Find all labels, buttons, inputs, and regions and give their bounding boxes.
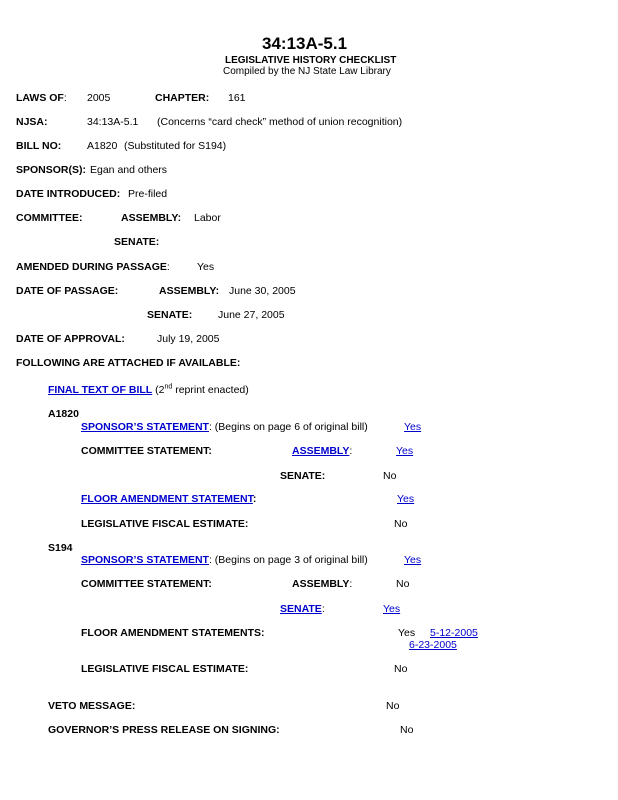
attached-heading: FOLLOWING ARE ATTACHED IF AVAILABLE: [16, 357, 241, 369]
a1820-sponsor-statement-link[interactable]: SPONSOR’S STATEMENT [81, 421, 209, 433]
laws-of-value: 2005 [87, 92, 111, 104]
sponsors-label: SPONSOR(S): [16, 164, 87, 176]
a1820-committee-assembly-yes-link[interactable]: Yes [396, 445, 414, 457]
final-text-row: FINAL TEXT OF BILL (2nd reprint enacted) [48, 383, 249, 396]
date-of-passage-label: DATE OF PASSAGE: [16, 285, 119, 297]
s194-committee-senate-yes-link[interactable]: Yes [383, 603, 401, 615]
veto-message-label: VETO MESSAGE: [48, 700, 136, 712]
njsa-note: (Concerns “card check” method of union recognition) [157, 116, 403, 128]
s194-fiscal-estimate-label: LEGISLATIVE FISCAL ESTIMATE: [81, 663, 249, 675]
sponsors-value: Egan and others [90, 164, 168, 176]
njsa-label: NJSA: [16, 116, 48, 128]
page-title: 34:13A-5.1 [262, 34, 348, 53]
a1820-fiscal-estimate-value: No [394, 518, 408, 530]
amended-label: AMENDED DURING PASSAGE: [16, 261, 170, 273]
final-text-link[interactable]: FINAL TEXT OF BILL [48, 384, 153, 396]
s194-committee-assembly-label: ASSEMBLY: [292, 578, 353, 590]
a1820-floor-amendment-link[interactable]: FLOOR AMENDMENT STATEMENT [81, 493, 253, 505]
passage-assembly-label: ASSEMBLY: [159, 285, 220, 297]
a1820-heading: A1820 [48, 408, 79, 420]
veto-message-value: No [386, 700, 400, 712]
s194-committee-senate-link[interactable]: SENATE [280, 603, 322, 615]
s194-committee-assembly-value: No [396, 578, 410, 590]
a1820-fiscal-estimate-label: LEGISLATIVE FISCAL ESTIMATE: [81, 518, 249, 530]
s194-floor-amendment-date-link[interactable]: 5-12-2005 [430, 627, 478, 639]
passage-senate-label: SENATE: [147, 309, 193, 321]
chapter-label: CHAPTER: [155, 92, 210, 104]
date-introduced-value: Pre-filed [128, 188, 168, 200]
laws-of-label: LAWS OF: [16, 92, 67, 104]
a1820-committee-senate-label: SENATE: [280, 470, 326, 482]
s194-floor-amendments-value: Yes [398, 627, 416, 639]
date-introduced-label: DATE INTRODUCED: [16, 188, 121, 200]
committee-label: COMMITTEE: [16, 212, 83, 224]
a1820-committee-statement-label: COMMITTEE STATEMENT: [81, 445, 212, 457]
s194-sponsor-statement-yes-link[interactable]: Yes [404, 554, 422, 566]
bill-no-note: (Substituted for S194) [124, 140, 227, 152]
s194-floor-amendments-label: FLOOR AMENDMENT STATEMENTS: [81, 627, 265, 639]
committee-senate-label: SENATE: [114, 236, 160, 248]
a1820-sponsor-statement-row: SPONSOR’S STATEMENT: (Begins on page 6 of original bill) [81, 421, 368, 433]
bill-no-value: A1820 [87, 140, 118, 152]
s194-committee-statement-label: COMMITTEE STATEMENT: [81, 578, 212, 590]
compiled-by: Compiled by the NJ State Law Library [223, 66, 391, 77]
bill-no-label: BILL NO: [16, 140, 62, 152]
a1820-floor-amendment: FLOOR AMENDMENT STATEMENT: [81, 493, 257, 505]
s194-sponsor-statement-row: SPONSOR’S STATEMENT: (Begins on page 3 of original bill) [81, 554, 368, 566]
a1820-sponsor-statement-yes-link[interactable]: Yes [404, 421, 422, 433]
s194-sponsor-statement-link[interactable]: SPONSOR’S STATEMENT [81, 554, 209, 566]
a1820-committee-senate-value: No [383, 470, 397, 482]
njsa-value: 34:13A-5.1 [87, 116, 139, 128]
checklist-subtitle: LEGISLATIVE HISTORY CHECKLIST [225, 55, 397, 66]
amended-value: Yes [197, 261, 215, 273]
a1820-floor-amendment-yes-link[interactable]: Yes [397, 493, 415, 505]
s194-floor-amendment-date-link[interactable]: 6-23-2005 [409, 639, 457, 651]
s194-heading: S194 [48, 542, 73, 554]
passage-senate-value: June 27, 2005 [218, 309, 285, 321]
date-of-approval-label: DATE OF APPROVAL: [16, 333, 125, 345]
governor-press-release-label: GOVERNOR’S PRESS RELEASE ON SIGNING: [48, 724, 280, 736]
committee-assembly-label: ASSEMBLY: [121, 212, 182, 224]
date-of-approval-value: July 19, 2005 [157, 333, 220, 345]
governor-press-release-value: No [400, 724, 414, 736]
s194-committee-senate: SENATE: [280, 603, 325, 615]
s194-fiscal-estimate-value: No [394, 663, 408, 675]
a1820-committee-assembly: ASSEMBLY: [292, 445, 353, 457]
passage-assembly-value: June 30, 2005 [229, 285, 296, 297]
chapter-value: 161 [228, 92, 246, 104]
a1820-committee-assembly-link[interactable]: ASSEMBLY [292, 445, 350, 457]
committee-assembly-value: Labor [194, 212, 221, 224]
